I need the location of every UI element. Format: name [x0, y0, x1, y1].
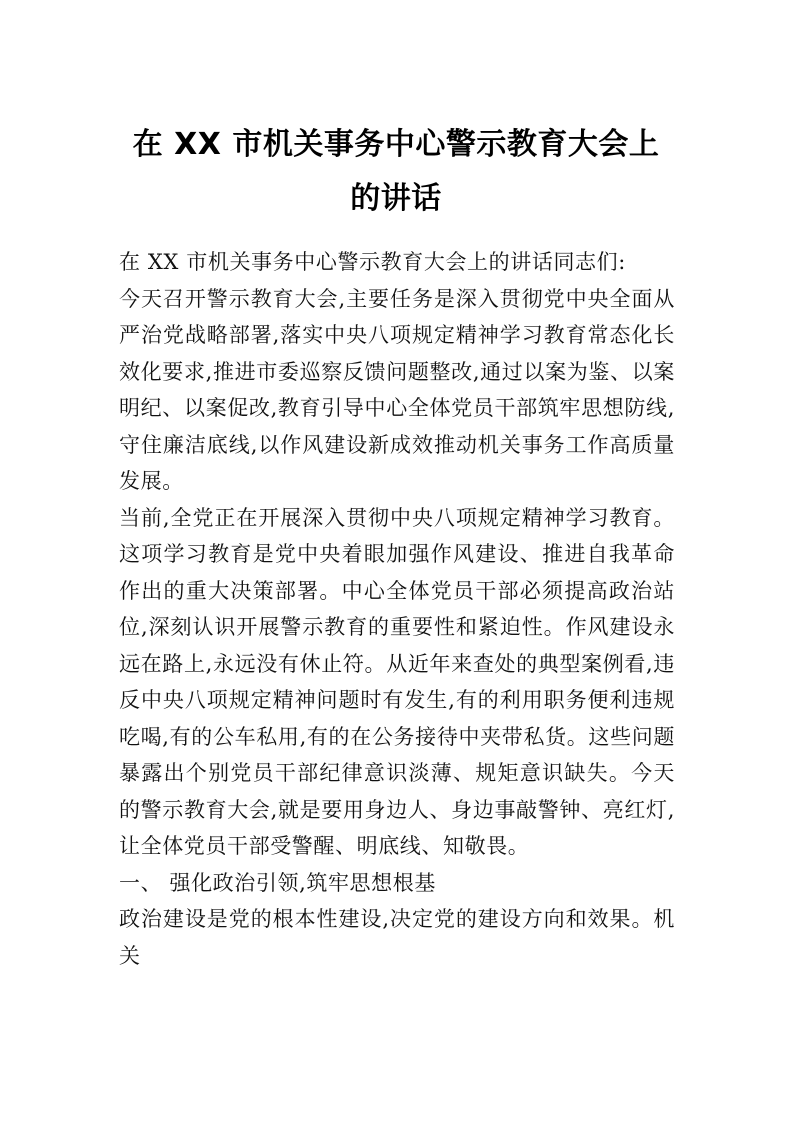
document-title: 在 XX 市机关事务中心警示教育大会上的讲话: [132, 127, 660, 216]
section-heading: 一、 强化政治引领,筑牢思想根基: [119, 870, 436, 895]
document-body: [119, 244, 675, 974]
salutation-paragraph: 在 XX 市机关事务中心警示教育大会上的讲话同志们:: [119, 250, 626, 274]
context-paragraph: 当前,全党正在开展深入贯彻中央八项规定精神学习教育。这项学习教育是党中央着眼加强作风建设、推进自我革命作出的重大决策部署。中心全体党员干部必须提高政治站位,深刻认识开展警示教育的重要性和紧迫性。作风建设永远在路上,永远没有休止符。从近年来查处的典型案例看,违反中央八项规定精神问题时有发生,有的利用职务便利违规吃喝,有的公车私用,有的在公务接待中夹带私货。这些问题暴露出个别党员干部纪律意识淡薄、规矩意识缺失。今天的警示教育大会,就是要用身边人、身边事敲警钟、亮红灯,让全体党员干部受警醒、明底线、知敬畏。: [119, 505, 675, 858]
intro-paragraph: 今天召开警示教育大会,主要任务是深入贯彻党中央全面从严治党战略部署,落实中央八项规定精神学习教育常态化长效化要求,推进市委巡察反馈问题整改,通过以案为鉴、以案明纪、以案促改,教育引导中心全体党员干部筑牢思想防线,守住廉洁底线,以作风建设新成效推动机关事务工作高质量发展。: [119, 286, 675, 493]
section-paragraph: 政治建设是党的根本性建设,决定党的建设方向和效果。机关: [119, 907, 675, 968]
